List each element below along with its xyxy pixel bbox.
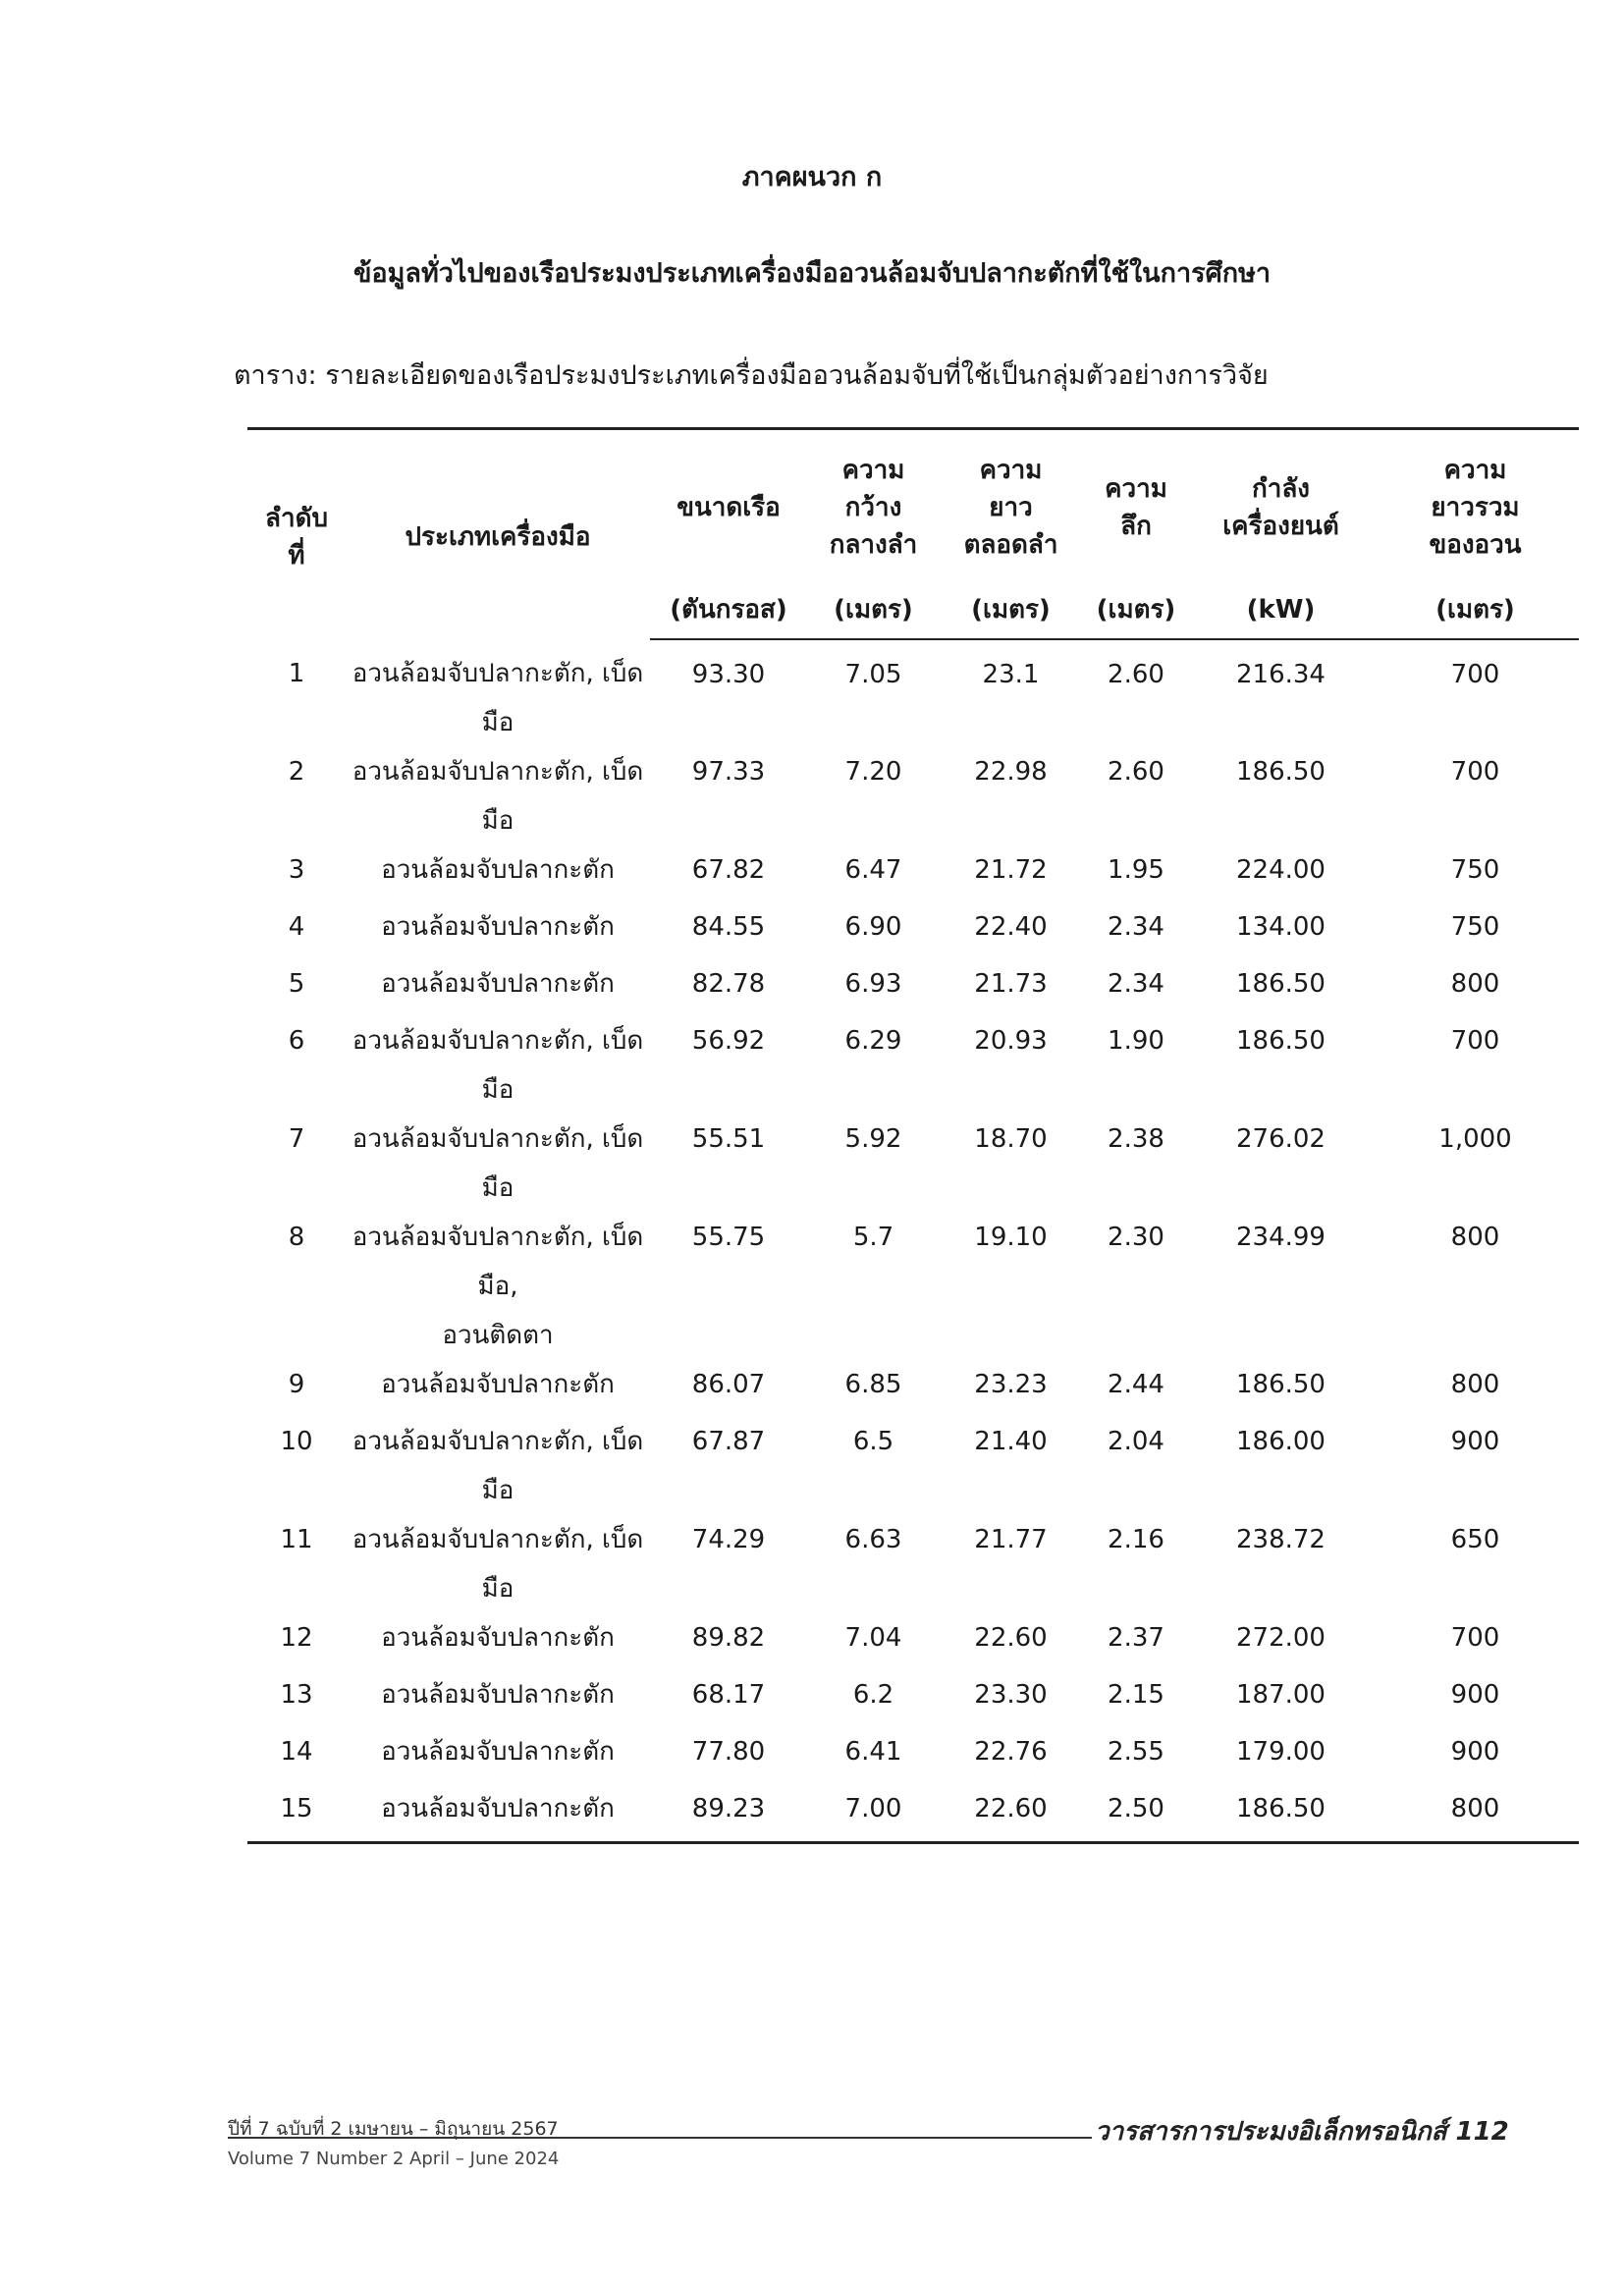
- cell-net-length: 1,000: [1438, 1124, 1512, 1154]
- cell-depth: 2.16: [1108, 1525, 1164, 1554]
- cell-depth: 2.30: [1108, 1223, 1164, 1252]
- cell-vessel-size: 56.92: [691, 1026, 766, 1056]
- footer-journal-page: วารสารการประมงอิเล็กทรอนิกส์ 112: [1095, 2117, 1509, 2147]
- cell-length-overall: 22.60: [940, 1784, 1082, 1843]
- table-row: [247, 1213, 1579, 1360]
- cell-engine-power: 186.50: [1236, 1026, 1326, 1056]
- cell-vessel-size: 68.17: [691, 1680, 766, 1710]
- cell-gear-type: อวนล้อมจับปลากะตัก: [381, 1370, 615, 1399]
- cell-length-overall: 22.98: [974, 757, 1048, 787]
- cell-vessel-size: 82.78: [691, 969, 766, 999]
- header-engine-power: กำลัง เครื่องยนต์: [1190, 429, 1372, 582]
- cell-gear-type: อวนล้อมจับปลากะตัก, เบ็ดมือ: [352, 659, 644, 737]
- cell-engine-power: 234.99: [1236, 1223, 1326, 1252]
- cell-net-length: 800: [1450, 1370, 1500, 1399]
- cell-depth: 2.34: [1108, 912, 1164, 942]
- cell-gear-type: อวนล้อมจับปลากะตัก, เบ็ดมือ: [352, 1124, 644, 1203]
- cell-depth: 2.34: [1108, 969, 1164, 999]
- cell-length-overall: 18.70: [974, 1124, 1048, 1154]
- cell-order: 12: [280, 1623, 313, 1653]
- table-row: [247, 1515, 1579, 1613]
- cell-net-length: 750: [1450, 855, 1500, 885]
- table-row: [247, 1417, 1579, 1515]
- cell-beam: 6.5: [852, 1427, 894, 1456]
- cell-engine-power: 238.72: [1236, 1525, 1326, 1554]
- cell-beam: 6.41: [844, 1737, 902, 1767]
- table-row: [247, 1613, 1579, 1670]
- cell-length-overall: 21.73: [974, 969, 1048, 999]
- table-row: [247, 845, 1579, 902]
- cell-vessel-size: 67.82: [691, 855, 766, 885]
- cell-net-length: 800: [1372, 1784, 1579, 1843]
- cell-engine-power: 224.00: [1236, 855, 1326, 885]
- header-length-overall: ความ ยาว ตลอดลำ: [940, 429, 1082, 582]
- cell-depth: 2.04: [1108, 1427, 1164, 1456]
- cell-length-overall: 19.10: [974, 1223, 1048, 1252]
- cell-beam: 6.85: [844, 1370, 902, 1399]
- cell-net-length: 700: [1450, 660, 1500, 689]
- cell-net-length: 700: [1450, 1026, 1500, 1056]
- cell-length-overall: 22.60: [974, 1623, 1048, 1653]
- cell-net-length: 900: [1450, 1737, 1500, 1767]
- cell-length-overall: 23.30: [974, 1680, 1048, 1710]
- cell-order: 10: [280, 1427, 313, 1456]
- fishing-vessel-table: [247, 427, 1579, 1844]
- cell-order: 15: [247, 1784, 346, 1843]
- cell-engine-power: 134.00: [1236, 912, 1326, 942]
- cell-beam: 5.7: [852, 1223, 894, 1252]
- cell-length-overall: 22.76: [974, 1737, 1048, 1767]
- cell-net-length: 750: [1450, 912, 1500, 942]
- cell-order: 8: [288, 1223, 305, 1252]
- cell-net-length: 800: [1450, 969, 1500, 999]
- table-row: [247, 747, 1579, 845]
- cell-beam: 7.04: [844, 1623, 902, 1653]
- cell-gear-type: อวนล้อมจับปลากะตัก: [381, 855, 615, 885]
- cell-net-length: 650: [1450, 1525, 1500, 1554]
- unit-length-overall: (เมตร): [940, 581, 1082, 639]
- cell-beam: 6.2: [852, 1680, 894, 1710]
- cell-vessel-size: 55.51: [691, 1124, 766, 1154]
- cell-vessel-size: 77.80: [691, 1737, 766, 1767]
- cell-order: 4: [288, 912, 305, 942]
- cell-depth: 2.50: [1082, 1784, 1190, 1843]
- header-row: [247, 429, 1579, 582]
- cell-order: 5: [288, 969, 305, 999]
- unit-net-length: (เมตร): [1372, 581, 1579, 639]
- cell-engine-power: 272.00: [1236, 1623, 1326, 1653]
- table-row: [247, 1784, 1579, 1843]
- table-row: [247, 1727, 1579, 1784]
- cell-order: 3: [288, 855, 305, 885]
- cell-gear-type: อวนล้อมจับปลากะตัก: [381, 1680, 615, 1710]
- cell-vessel-size: 74.29: [691, 1525, 766, 1554]
- cell-depth: 2.55: [1108, 1737, 1164, 1767]
- cell-gear-type: อวนล้อมจับปลากะตัก, เบ็ดมือ: [352, 757, 644, 836]
- unit-vessel-size: (ตันกรอส): [650, 581, 807, 639]
- appendix-title: ภาคผนวก ก: [741, 162, 883, 192]
- cell-vessel-size: 55.75: [691, 1223, 766, 1252]
- cell-beam: 6.90: [844, 912, 902, 942]
- table-caption: ตาราง: รายละเอียดของเรือประมงประเภทเครื่องมืออวนล้อมจับที่ใช้เป็นกลุ่มตัวอย่างการวิจัย: [234, 360, 1269, 391]
- cell-vessel-size: 84.55: [691, 912, 766, 942]
- appendix-subtitle: ข้อมูลทั่วไปของเรือประมงประเภทเครื่องมืออวนล้อมจับปลากะตักที่ใช้ในการศึกษา: [352, 258, 1272, 289]
- table-row: [247, 639, 1579, 747]
- cell-engine-power: 186.00: [1236, 1427, 1326, 1456]
- table-row: [247, 1360, 1579, 1417]
- table-body: [247, 639, 1579, 1843]
- cell-engine-power: 186.50: [1190, 1784, 1372, 1843]
- cell-gear-type: อวนล้อมจับปลากะตัก, เบ็ดมือ: [352, 1525, 644, 1604]
- cell-length-overall: 21.40: [974, 1427, 1048, 1456]
- cell-beam: 6.63: [844, 1525, 902, 1554]
- header-net-length: ความ ยาวรวม ของอวน: [1372, 429, 1579, 582]
- cell-length-overall: 22.40: [974, 912, 1048, 942]
- cell-order: 9: [288, 1370, 305, 1399]
- cell-depth: 2.38: [1108, 1124, 1164, 1154]
- cell-length-overall: 23.1: [982, 660, 1040, 689]
- cell-beam: 7.00: [807, 1784, 940, 1843]
- cell-net-length: 900: [1450, 1680, 1500, 1710]
- cell-depth: 2.60: [1108, 660, 1164, 689]
- footer-issue-english: Volume 7 Number 2 April – June 2024: [228, 2149, 560, 2169]
- cell-length-overall: 21.72: [974, 855, 1048, 885]
- cell-vessel-size: 89.23: [650, 1784, 807, 1843]
- cell-net-length: 800: [1450, 1223, 1500, 1252]
- cell-order: 2: [288, 757, 305, 787]
- cell-vessel-size: 67.87: [691, 1427, 766, 1456]
- footer-issue-thai: ปีที่ 7 ฉบับที่ 2 เมษายน – มิถุนายน 2567: [228, 2118, 559, 2140]
- cell-order: 13: [280, 1680, 313, 1710]
- cell-net-length: 700: [1450, 757, 1500, 787]
- table-row: [247, 1016, 1579, 1115]
- cell-engine-power: 187.00: [1236, 1680, 1326, 1710]
- cell-depth: 2.15: [1108, 1680, 1164, 1710]
- cell-engine-power: 186.50: [1236, 969, 1326, 999]
- cell-engine-power: 186.50: [1236, 1370, 1326, 1399]
- cell-order: 7: [288, 1124, 305, 1154]
- cell-engine-power: 216.34: [1236, 660, 1326, 689]
- table-row: [247, 902, 1579, 959]
- unit-depth: (เมตร): [1082, 581, 1190, 639]
- cell-vessel-size: 86.07: [691, 1370, 766, 1399]
- cell-vessel-size: 89.82: [691, 1623, 766, 1653]
- cell-gear-type: อวนล้อมจับปลากะตัก: [381, 1623, 615, 1653]
- cell-gear-type: อวนล้อมจับปลากะตัก: [346, 1784, 650, 1843]
- cell-gear-type: อวนล้อมจับปลากะตัก, เบ็ดมือ: [352, 1427, 644, 1505]
- cell-beam: 7.05: [844, 660, 902, 689]
- header-depth: ความ ลึก: [1082, 429, 1190, 582]
- cell-beam: 6.47: [844, 855, 902, 885]
- cell-engine-power: 276.02: [1236, 1124, 1326, 1154]
- header-vessel-size: ขนาดเรือ: [650, 429, 807, 582]
- cell-length-overall: 21.77: [974, 1525, 1048, 1554]
- cell-beam: 5.92: [844, 1124, 902, 1154]
- cell-beam: 6.29: [844, 1026, 902, 1056]
- cell-depth: 1.90: [1108, 1026, 1164, 1056]
- cell-depth: 2.60: [1108, 757, 1164, 787]
- header-order: ลำดับ ที่: [247, 429, 346, 640]
- cell-beam: 7.20: [844, 757, 902, 787]
- footer-divider: [228, 2137, 1092, 2139]
- cell-gear-type: อวนล้อมจับปลากะตัก: [381, 912, 615, 942]
- cell-gear-type: อวนล้อมจับปลากะตัก, เบ็ดมือ, อวนติดตา: [352, 1223, 644, 1350]
- cell-engine-power: 186.50: [1236, 757, 1326, 787]
- cell-gear-type: อวนล้อมจับปลากะตัก: [381, 1737, 615, 1767]
- header-gear-type: ประเภทเครื่องมือ: [346, 429, 650, 640]
- unit-beam: (เมตร): [807, 581, 940, 639]
- cell-vessel-size: 97.33: [691, 757, 766, 787]
- cell-vessel-size: 93.30: [691, 660, 766, 689]
- cell-length-overall: 20.93: [974, 1026, 1048, 1056]
- header-beam: ความ กว้าง กลางลำ: [807, 429, 940, 582]
- cell-gear-type: อวนล้อมจับปลากะตัก, เบ็ดมือ: [352, 1026, 644, 1105]
- cell-depth: 2.37: [1108, 1623, 1164, 1653]
- cell-order: 1: [288, 659, 305, 688]
- cell-engine-power: 179.00: [1236, 1737, 1326, 1767]
- cell-depth: 2.44: [1108, 1370, 1164, 1399]
- cell-length-overall: 23.23: [974, 1370, 1048, 1399]
- cell-order: 14: [280, 1737, 313, 1767]
- cell-beam: 6.93: [844, 969, 902, 999]
- table-row: [247, 959, 1579, 1016]
- cell-order: 6: [288, 1026, 305, 1056]
- table-row: [247, 1670, 1579, 1727]
- cell-order: 11: [280, 1525, 313, 1554]
- cell-depth: 1.95: [1108, 855, 1164, 885]
- cell-net-length: 700: [1450, 1623, 1500, 1653]
- cell-net-length: 900: [1450, 1427, 1500, 1456]
- unit-engine-power: (kW): [1190, 581, 1372, 639]
- table-row: [247, 1115, 1579, 1213]
- cell-gear-type: อวนล้อมจับปลากะตัก: [381, 969, 615, 999]
